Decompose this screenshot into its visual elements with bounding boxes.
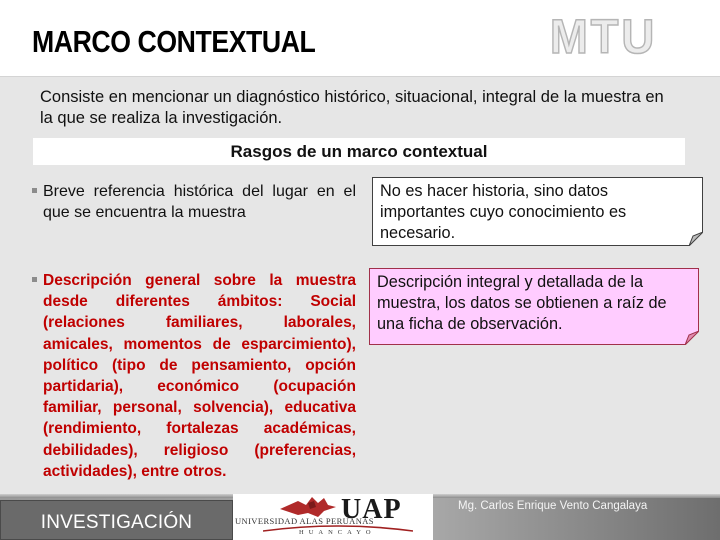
author-name: Mg. Carlos Enrique Vento Cangalaya [458, 500, 648, 512]
bullet-text: Breve referencia histórica del lugar en el que se encuentra la muestra [43, 183, 356, 221]
folded-corner-icon [685, 331, 699, 345]
university-name: UNIVERSIDAD ALAS PERUANAS [235, 516, 374, 526]
folded-corner-icon [689, 232, 703, 246]
slide-header [0, 0, 720, 77]
bullet-square-icon [32, 277, 37, 282]
intro-paragraph: Consiste en mencionar un diagnóstico histórico, situacional, integral de la muestra en la que se realiza la investigación. [40, 88, 664, 127]
note-text: Descripción integral y detallada de la muestra, los datos se obtienen a raíz de una ficha de observación. [377, 273, 667, 333]
bullet-text: Descripción general sobre la muestra desde diferentes ámbitos: Social (relaciones familiares, laborales, amicales, momentos de esparcimiento), político (tipo de pensamiento, opción partidaria), económico (ocupación familiar, personal, solvencia), educativa (rendimiento, fortalezas académicas, debilidades), religioso (preferencias, actividades), entre otros. [43, 272, 356, 480]
section-banner: Rasgos de un marco contextual [33, 138, 685, 165]
bullet-item [32, 181, 356, 223]
bullet-square-icon [32, 188, 37, 193]
mtu-logo: MTU [549, 11, 658, 64]
uap-logo [233, 494, 433, 540]
bullet-item [32, 270, 356, 482]
section-label: INVESTIGACIÓN [0, 500, 233, 540]
note-text: No es hacer historia, sino datos importantes cuyo conocimiento es necesario. [380, 182, 627, 242]
slide-title: MARCO CONTEXTUAL [32, 24, 316, 59]
uap-acronym: UAP [341, 494, 402, 525]
university-city: HUANCAYO [299, 529, 376, 536]
note-callout [372, 177, 703, 246]
note-callout [369, 268, 699, 345]
